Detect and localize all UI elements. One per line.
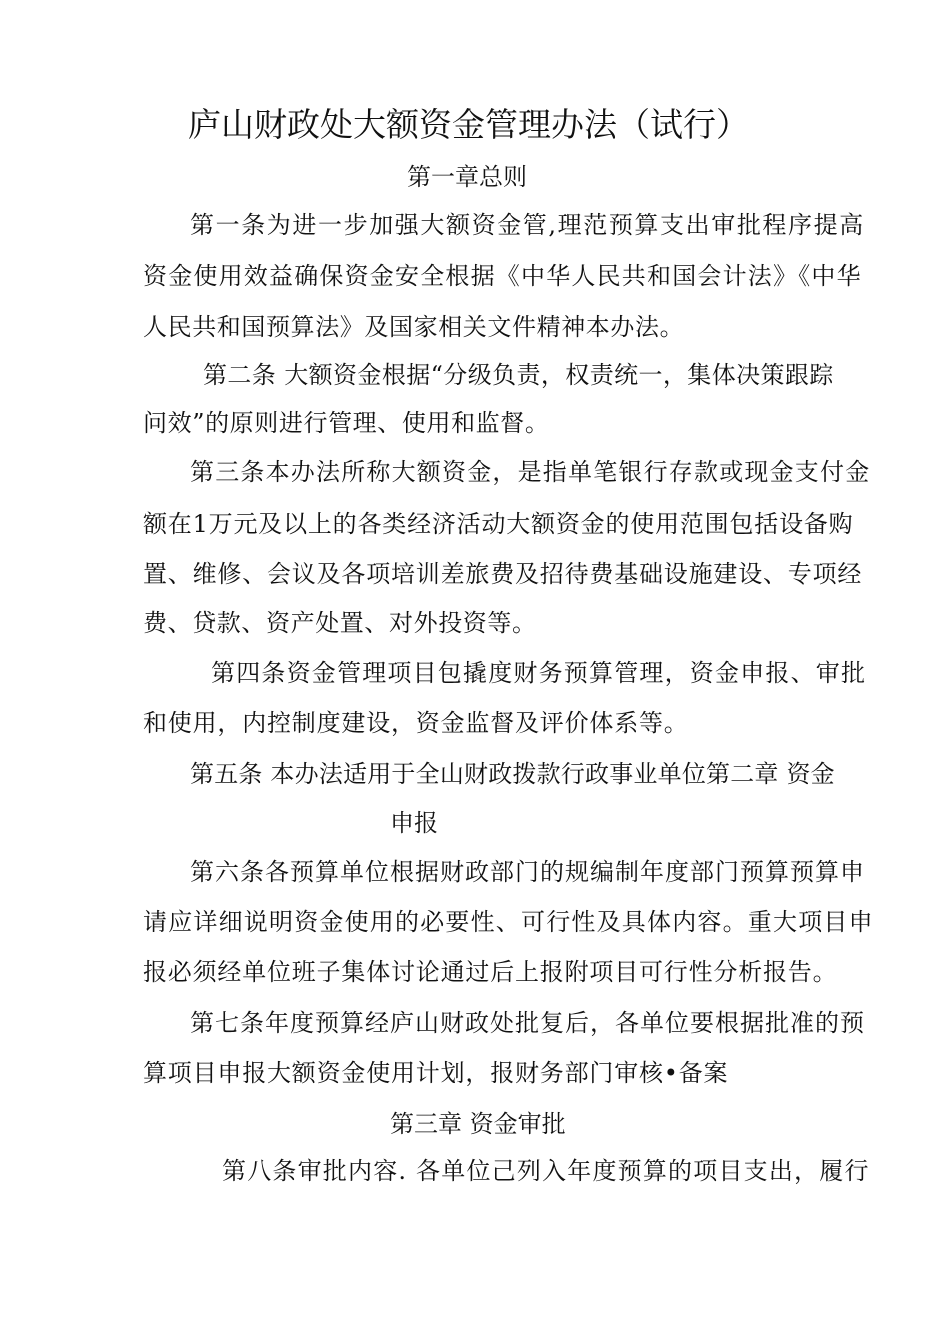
paragraph-line: 第八条审批内容. 各单位己列入年度预算的项目支出，履行 [222,1157,870,1185]
paragraph-line: 和使用，内控制度建设，资金监督及评价体系等。 [143,709,689,737]
paragraph-line: 费、贷款、资产处置、对外投资等。 [143,609,537,637]
paragraph-line: 问效”的原则进行管理、使用和监督。 [143,409,550,437]
paragraph-line: 第六条各预算单位根据财政部门的规编制年度部门预算预算申 [190,858,865,886]
paragraph-line: 置、维修、会议及各项培训差旅费及招待费基础设施建设、专项经 [143,560,863,588]
paragraph-line: 请应详细说明资金使用的必要性、可行性及具体内容。重大项目申 [143,908,874,936]
paragraph-line: 第二条 大额资金根据“分级负责，权责统一，集体决策跟踪 [203,361,834,389]
paragraph-line: 报必须经单位班子集体讨论通过后上报附项目可行性分析报告。 [143,958,838,986]
paragraph-line: 第五条 本办法适用于全山财政拨款行政事业单位第二章 资金 [190,760,835,788]
paragraph-line: 第四条资金管理项目包撬度财务预算管理，资金申报、审批 [211,659,867,687]
chapter-heading: 第一章总则 [407,163,527,191]
paragraph-line: 人民共和国预算法》及国家相关文件精神本办法。 [143,313,685,341]
paragraph-line: 第三条本办法所称大额资金，是指单笔银行存款或现金支付金 [190,458,871,486]
chapter-heading: 申报 [390,809,438,837]
chapter-heading: 第三章 资金审批 [390,1110,566,1138]
paragraph-line: 第一条为进一步加强大额资金管,理范预算支出审批程序提高 [190,211,865,239]
paragraph-line: 算项目申报大额资金使用计划，报财务部门审核•备案 [143,1059,729,1087]
paragraph-line: 资金使用效益确保资金安全根据《中华人民共和国会计法》《中华 [143,262,862,290]
document-title: 庐山财政处大额资金管理办法（试行） [188,105,749,144]
paragraph-line: 第七条年度预算经庐山财政处批复后，各单位要根据批准的预 [190,1009,865,1037]
paragraph-line: 额在1万元及以上的各类经济活动大额资金的使用范围包括设备购 [143,510,854,538]
